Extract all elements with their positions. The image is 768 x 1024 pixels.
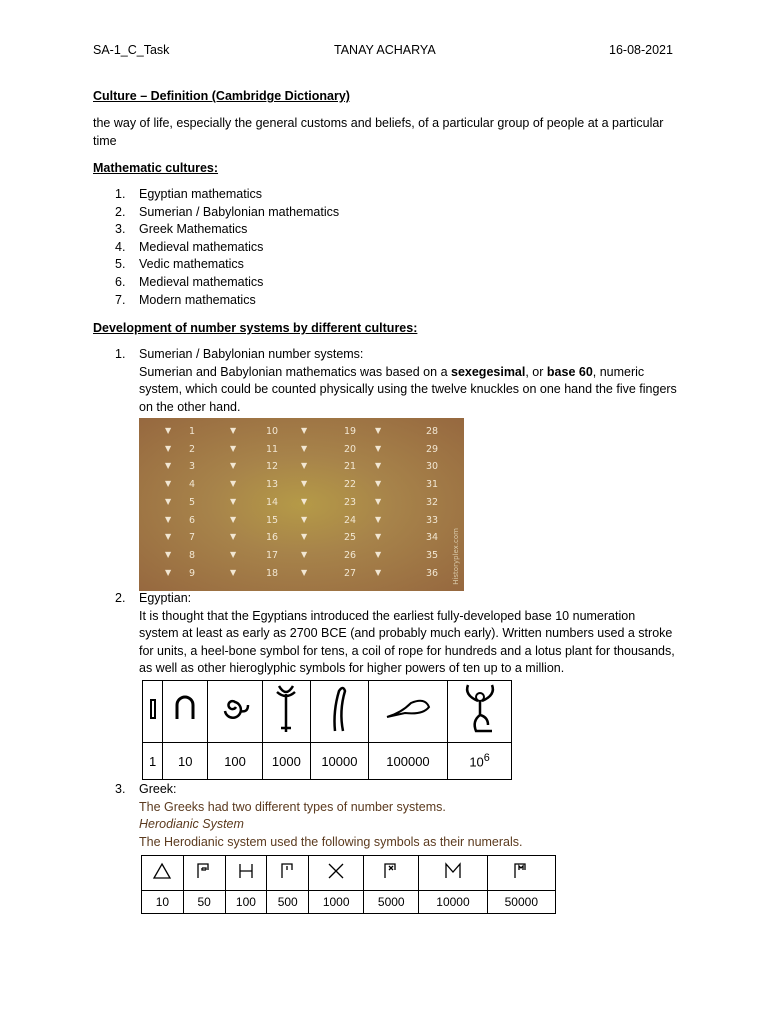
cuneiform-glyph-icon: ▼ — [375, 461, 382, 471]
numeral-value: 22 — [344, 479, 357, 491]
coil-of-rope-icon — [208, 681, 262, 743]
cuneiform-glyph-icon: ▼ — [375, 532, 382, 542]
cuneiform-glyph-icon: ▼ — [165, 567, 172, 577]
cuneiform-glyph-icon: ▼ — [375, 443, 382, 453]
numeral-row — [139, 497, 464, 515]
value-cell: 50 — [183, 891, 225, 914]
numeral-value: 7 — [189, 532, 196, 544]
cuneiform-glyph-icon: ▼ — [301, 461, 308, 471]
culture-definition: the way of life, especially the general customs and beliefs, of a particular group of people at a particular time — [93, 116, 664, 148]
cuneiform-glyph-icon: ▼ — [230, 496, 237, 506]
cuneiform-glyph-icon: ▼ — [230, 443, 237, 453]
cuneiform-glyph-icon: ▼ — [165, 549, 172, 559]
cuneiform-glyph-icon: ▼ — [375, 479, 382, 489]
delta-icon — [142, 856, 184, 891]
cuneiform-glyph-icon: ▼ — [301, 426, 308, 435]
value-cell: 500 — [267, 891, 309, 914]
numeral-value: 18 — [266, 567, 279, 579]
cuneiform-glyph-icon: ▼ — [165, 496, 172, 506]
numeral-value: 10 — [266, 426, 279, 437]
cuneiform-glyph-icon: ▼ — [301, 479, 308, 489]
cuneiform-glyph-icon: ▼ — [375, 567, 382, 577]
list-item: 2. Sumerian / Babylonian mathematics — [115, 204, 340, 219]
cuneiform-glyph-icon: ▼ — [375, 549, 382, 559]
sumerian-section — [93, 346, 678, 416]
numeral-value: 6 — [189, 514, 196, 526]
numeral-value: 28 — [426, 426, 439, 437]
numeral-row — [139, 479, 464, 497]
mu-icon — [419, 856, 487, 891]
value-cell: 10 — [163, 743, 208, 780]
numeral-value: 5 — [189, 496, 196, 508]
numeral-value: 8 — [189, 549, 196, 561]
value-cell: 10 — [142, 891, 184, 914]
list-item: 1. Sumerian / Babylonian number systems: Sumerian and Babylonian mathematics was based on a sexegesimal, or base 60, numeric system, which could be counted physically using the twelve knuckles on one hand the five fingers on the other hand. — [115, 347, 677, 414]
numeral-value: 17 — [266, 549, 279, 561]
header-author: TANAY ACHARYA — [334, 43, 436, 57]
cuneiform-glyph-icon: ▼ — [230, 514, 237, 524]
numeral-value: 27 — [344, 567, 357, 579]
list-item: 3. Greek Mathematics — [115, 222, 248, 237]
numeral-value: 15 — [266, 514, 279, 526]
eta-icon — [225, 856, 267, 891]
numeral-value: 19 — [344, 426, 357, 437]
numeral-value: 24 — [344, 514, 357, 526]
watermark: Historyplex.com — [452, 528, 460, 585]
math-cultures-heading: Mathematic cultures: — [93, 161, 219, 175]
numeral-row — [139, 426, 464, 444]
numeral-value: 32 — [426, 496, 439, 508]
cuneiform-glyph-icon: ▼ — [165, 443, 172, 453]
numeral-value: 34 — [426, 532, 439, 544]
development-heading: Development of number systems by different cultures: — [93, 321, 418, 335]
value-cell: 1000 — [309, 891, 364, 914]
numeral-value: 2 — [189, 443, 196, 455]
tadpole-icon — [368, 681, 447, 743]
stroke-icon — [143, 681, 163, 743]
cuneiform-glyph-icon: ▼ — [301, 567, 308, 577]
value-cell: $10^6$ — [448, 743, 512, 780]
numeral-value: 20 — [344, 443, 357, 455]
list-item: 3. Greek: The Greeks had two different types of number systems. Herodianic System The Herodianic system used the following symbols as their numerals. — [115, 782, 523, 849]
list-item: 2. Egyptian: It is thought that the Egyptians introduced the earliest fully-developed base 10 numeration system at least as early as 2700 BCE (and probably much early). Written numbers used a stroke for units, a heel-bone symbol for tens, a coil of rope for hundreds and a lotus plant for thousands, as well as other hieroglyphic symbols for higher powers of ten up to a million. — [115, 591, 675, 676]
cuneiform-glyph-icon: ▼ — [301, 514, 308, 524]
numeral-value: 31 — [426, 479, 439, 491]
cuneiform-glyph-icon: ▼ — [230, 426, 237, 435]
cuneiform-glyph-icon: ▼ — [165, 514, 172, 524]
value-cell: 1 — [143, 743, 163, 780]
greek-numerals-table — [141, 855, 556, 914]
numeral-row — [139, 568, 464, 586]
numeral-row — [139, 461, 464, 479]
numeral-value: 4 — [189, 479, 196, 491]
numeral-value: 26 — [344, 549, 357, 561]
list-item: 4. Medieval mathematics — [115, 239, 264, 254]
egyptian-numerals-table — [142, 680, 512, 780]
cuneiform-glyph-icon: ▼ — [230, 461, 237, 471]
pente-deka-icon — [183, 856, 225, 891]
value-cell: 100 — [208, 743, 262, 780]
header-date: 16-08-2021 — [609, 43, 673, 57]
cuneiform-glyph-icon: ▼ — [301, 496, 308, 506]
value-cell: 10000 — [419, 891, 487, 914]
numeral-value: 29 — [426, 443, 439, 455]
value-cell: 1000 — [262, 743, 310, 780]
numeral-row — [139, 515, 464, 533]
cuneiform-glyph-icon: ▼ — [230, 479, 237, 489]
numeral-value: 1 — [189, 426, 196, 437]
numeral-value: 25 — [344, 532, 357, 544]
cuneiform-glyph-icon: ▼ — [375, 426, 382, 435]
finger-icon — [311, 681, 369, 743]
cuneiform-glyph-icon: ▼ — [165, 426, 172, 435]
lotus-plant-icon — [262, 681, 310, 743]
pente-myrioi-icon — [487, 856, 555, 891]
cuneiform-glyph-icon: ▼ — [165, 479, 172, 489]
pente-chilioi-icon — [364, 856, 419, 891]
cuneiform-glyph-icon: ▼ — [230, 549, 237, 559]
cuneiform-glyph-icon: ▼ — [230, 532, 237, 542]
math-cultures-list — [93, 186, 678, 309]
numeral-row — [139, 550, 464, 568]
list-item: 6. Medieval mathematics — [115, 274, 264, 289]
list-item: 5. Vedic mathematics — [115, 257, 244, 272]
cuneiform-glyph-icon: ▼ — [301, 532, 308, 542]
cuneiform-glyph-icon: ▼ — [375, 514, 382, 524]
numeral-value: 11 — [266, 443, 279, 455]
value-cell: 100 — [225, 891, 267, 914]
cuneiform-glyph-icon: ▼ — [375, 496, 382, 506]
numeral-value: 21 — [344, 461, 357, 473]
numeral-value: 36 — [426, 567, 439, 579]
numeral-value: 13 — [266, 479, 279, 491]
numeral-value: 33 — [426, 514, 439, 526]
numeral-value: 3 — [189, 461, 196, 473]
cuneiform-glyph-icon: ▼ — [165, 461, 172, 471]
numeral-row — [139, 532, 464, 550]
value-cell: 5000 — [364, 891, 419, 914]
numeral-value: 14 — [266, 496, 279, 508]
list-item: 7. Modern mathematics — [115, 292, 256, 307]
cuneiform-glyph-icon: ▼ — [230, 567, 237, 577]
pente-hekaton-icon — [267, 856, 309, 891]
egyptian-section — [93, 590, 678, 678]
cuneiform-glyph-icon: ▼ — [301, 443, 308, 453]
numeral-value: 35 — [426, 549, 439, 561]
culture-heading: Culture – Definition (Cambridge Dictionary) — [93, 89, 350, 103]
numeral-value: 30 — [426, 461, 439, 473]
cuneiform-glyph-icon: ▼ — [165, 532, 172, 542]
chi-icon — [309, 856, 364, 891]
list-item: 1. Egyptian mathematics — [115, 187, 262, 201]
numeral-value: 9 — [189, 567, 196, 579]
numeral-value: 16 — [266, 532, 279, 544]
value-cell: 10000 — [311, 743, 369, 780]
kneeling-god-icon — [448, 681, 512, 743]
greek-section — [93, 781, 678, 851]
numeral-row — [139, 444, 464, 462]
numeral-value: 23 — [344, 496, 357, 508]
cuneiform-glyph-icon: ▼ — [301, 549, 308, 559]
numeral-value: 12 — [266, 461, 279, 473]
babylonian-numerals-image — [139, 418, 464, 591]
value-cell: 50000 — [487, 891, 555, 914]
header-task: SA-1_C_Task — [93, 43, 170, 57]
heel-bone-icon — [163, 681, 208, 743]
value-cell: 100000 — [368, 743, 447, 780]
